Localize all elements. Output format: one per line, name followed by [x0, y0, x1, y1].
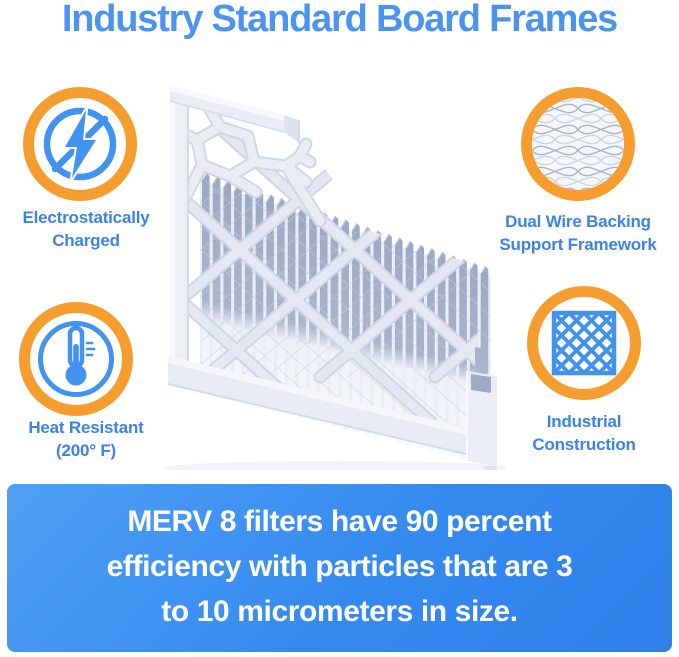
- electrostatic-feature-label: [0, 206, 186, 252]
- heat-feature-label: [0, 416, 186, 462]
- industrial-feature-label: [484, 410, 679, 456]
- air-filter-product-image: [160, 70, 505, 470]
- feature-label-line: (200° F): [56, 441, 116, 460]
- feature-label-line: Charged: [52, 231, 120, 250]
- heat-feature-ring: [19, 302, 133, 416]
- feature-label-line: Support Framework: [499, 235, 657, 254]
- lightning-bolt-circle-icon: [34, 98, 126, 190]
- feature-label-line: Construction: [532, 435, 636, 454]
- feature-label-line: Electrostatically: [22, 208, 150, 227]
- banner-text-line: to 10 micrometers in size.: [161, 595, 518, 628]
- thermometer-icon: [30, 313, 122, 405]
- wire-mesh-photo-icon: [532, 98, 624, 190]
- diamond-lattice-icon: [538, 297, 630, 389]
- feature-label-line: Heat Resistant: [28, 418, 144, 437]
- page-title: Industry Standard Board Frames: [61, 0, 618, 40]
- electrostatic-feature-ring: [23, 87, 137, 201]
- info-banner: [7, 484, 672, 652]
- banner-text-line: MERV 8 filters have 90 percent: [127, 505, 552, 538]
- feature-label-line: Industrial: [546, 412, 622, 431]
- feature-label-line: Dual Wire Backing: [505, 212, 651, 231]
- wire-feature-ring: [521, 87, 635, 201]
- banner-text-line: efficiency with particles that are 3: [106, 550, 573, 583]
- industrial-feature-ring: [527, 286, 641, 400]
- wire-feature-label: [478, 210, 678, 256]
